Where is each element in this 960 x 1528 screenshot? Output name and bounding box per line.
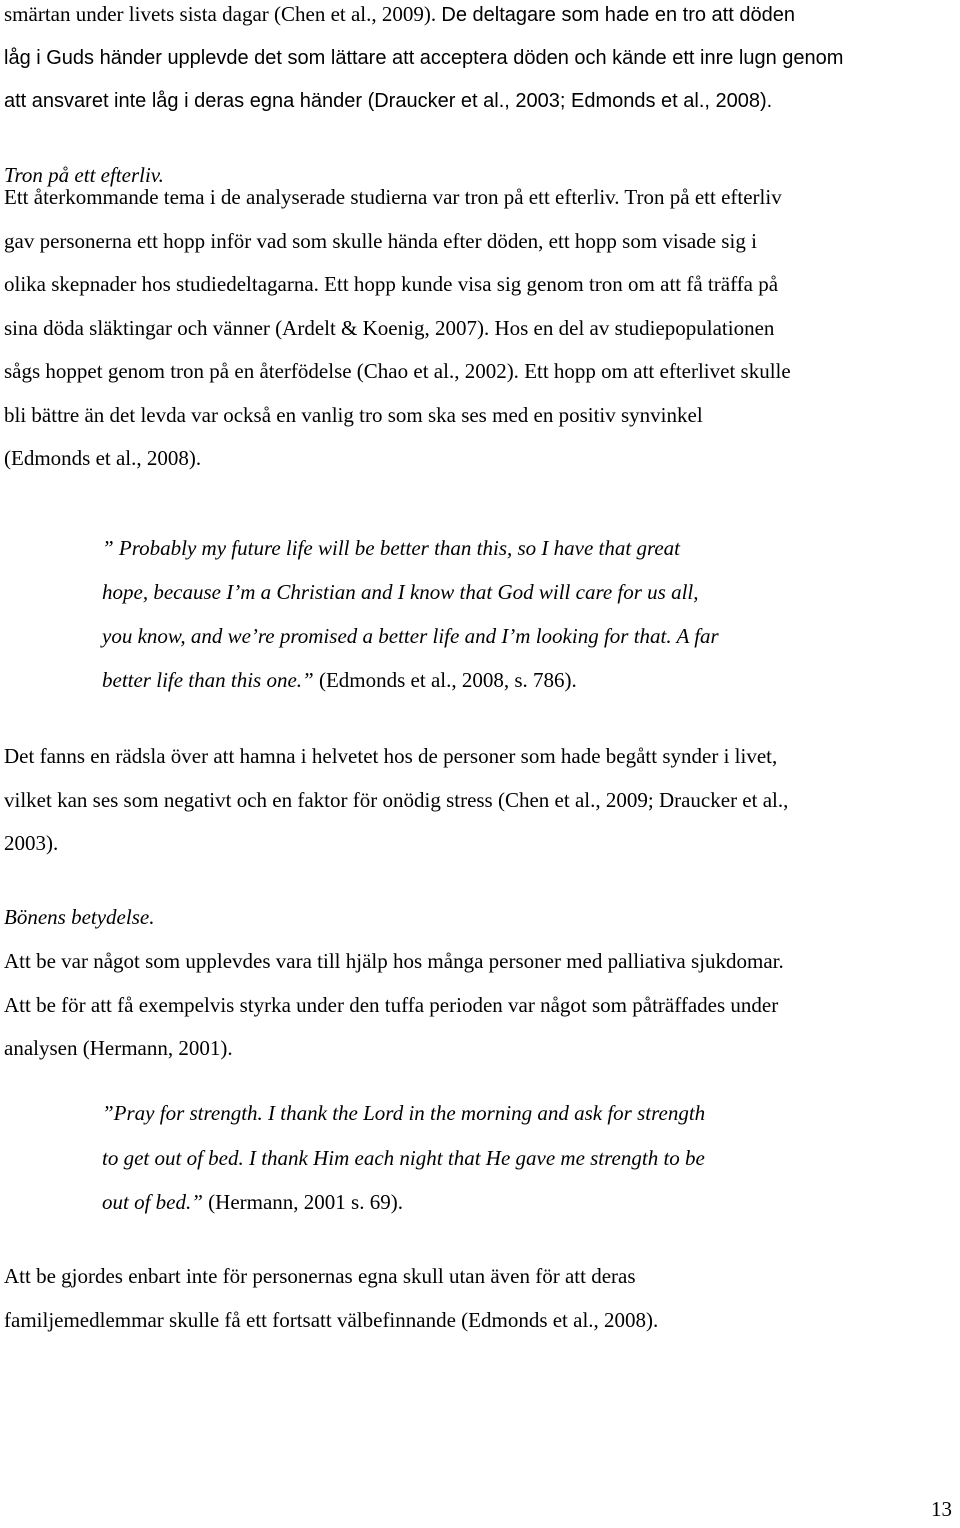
text-segment: De deltagare som hade en tro att döden bbox=[441, 4, 795, 26]
quote-citation: (Hermann, 2001 s. 69). bbox=[208, 1190, 403, 1215]
text-line: bli bättre än det levda var också en vanlig tro som ska ses med en positiv synvinkel bbox=[4, 402, 703, 427]
block-quote-future-life bbox=[102, 526, 902, 702]
page-number: 13 bbox=[931, 1497, 952, 1521]
paragraph-fear-of-hell bbox=[4, 735, 954, 866]
text-segment: smärtan under livets sista dagar (Chen et al., 2009). bbox=[4, 2, 437, 26]
paragraph-prayer bbox=[4, 940, 954, 1071]
quote-text: out of bed.” bbox=[102, 1190, 203, 1215]
quote-text: better life than this one.” bbox=[102, 668, 314, 692]
quote-line: ” Probably my future life will be better than this, so I have that great bbox=[102, 536, 681, 560]
text-line: analysen (Hermann, 2001). bbox=[4, 1036, 233, 1060]
quote-citation: (Edmonds et al., 2008, s. 786). bbox=[318, 668, 577, 692]
text-line: Att be var något som upplevdes vara till hjälp hos många personer med palliativa sjukdomar. bbox=[4, 949, 784, 973]
paragraph-faith-in-god bbox=[4, 0, 954, 124]
text-segment: Ett hopp kunde visa sig genom tron om att få träffa på bbox=[324, 272, 779, 296]
text-segment: Tron på ett efterliv bbox=[624, 185, 782, 209]
text-line: Att be för att få exempelvis styrka under den tuffa perioden var något som påträffades under bbox=[4, 992, 779, 1017]
text-line: Att be gjordes enbart inte för personernas egna skull utan även för att deras bbox=[4, 1264, 636, 1288]
quote-line: hope, because I’m a Christian and I know that God will care for us all, bbox=[102, 580, 699, 604]
text-line: (Edmonds et al., 2008). bbox=[4, 446, 202, 470]
text-segment: sina döda släktingar och vänner (Ardelt & Koenig, 2007). bbox=[4, 315, 490, 340]
text-line: vilket kan ses som negativt och en faktor för onödig stress (Chen et al., 2009; Draucker et al., bbox=[4, 787, 789, 812]
quote-line: to get out of bed. I thank Him each night that He gave me strength to be bbox=[102, 1145, 705, 1170]
text-line: familjemedlemmar skulle få ett fortsatt välbefinnande (Edmonds et al., 2008). bbox=[4, 1307, 659, 1332]
text-line: 2003). bbox=[4, 831, 59, 855]
text-line: att ansvaret inte låg i deras egna händer (Draucker et al., 2003; Edmonds et al., 2008). bbox=[4, 90, 773, 112]
text-segment: sågs hoppet genom tron på en återfödelse (Chao et al., 2002). bbox=[4, 359, 519, 383]
paragraph-afterlife bbox=[4, 176, 954, 481]
text-segment: Hos en del av studiepopulationen bbox=[494, 315, 775, 340]
text-line: låg i Guds händer upplevde det som lättare att acceptera döden och kände ett inre lugn genom bbox=[4, 46, 844, 69]
section-heading-afterlife: Tron på ett efterliv. bbox=[4, 163, 164, 187]
section-heading-prayer: Bönens betydelse. bbox=[4, 905, 155, 929]
text-segment: Ett hopp om att efterlivet skulle bbox=[524, 359, 791, 383]
block-quote-pray-for-strength bbox=[102, 1091, 902, 1225]
text-segment: Ett återkommande tema i de analyserade studierna var tron på ett efterliv. bbox=[4, 185, 620, 209]
text-line: Det fanns en rädsla över att hamna i helvetet hos de personer som hade begått synder i livet, bbox=[4, 744, 778, 768]
text-line: gav personerna ett hopp inför vad som skulle hända efter döden, ett hopp som visade sig i bbox=[4, 228, 757, 253]
quote-line: you know, and we’re promised a better life and I’m looking for that. A far bbox=[102, 624, 719, 648]
text-segment: olika skepnader hos studiedeltagarna. bbox=[4, 272, 319, 296]
quote-line: ”Pray for strength. I thank the Lord in the morning and ask for strength bbox=[102, 1101, 706, 1125]
paragraph-prayer-for-family bbox=[4, 1255, 954, 1342]
